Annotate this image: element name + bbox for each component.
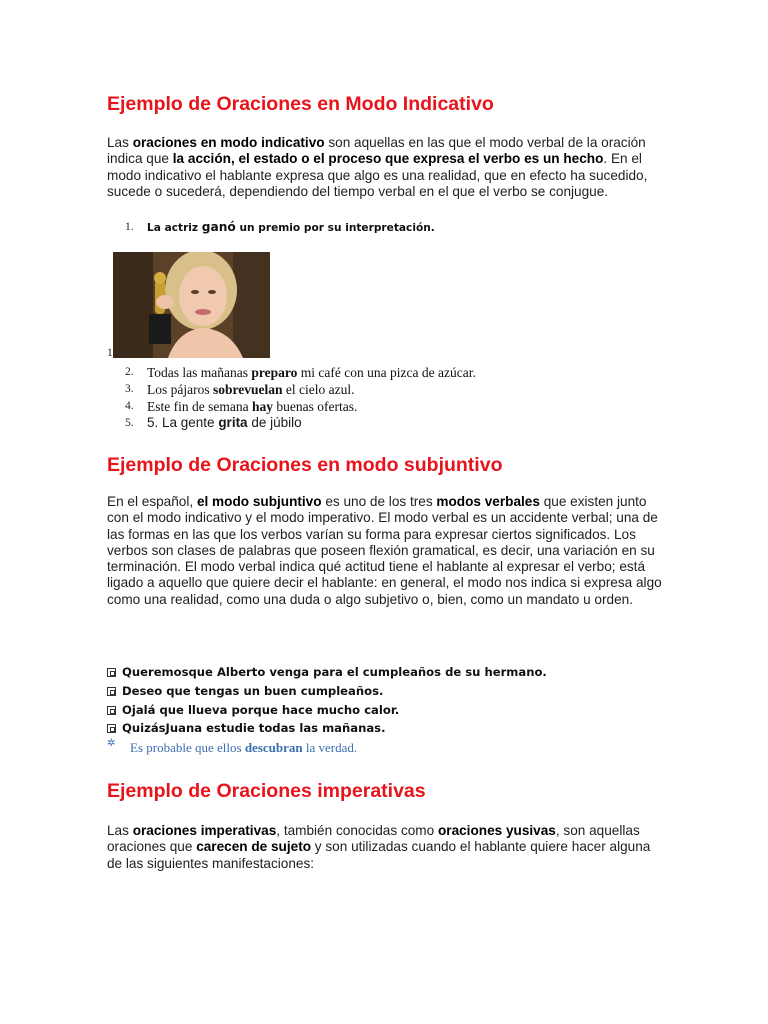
document-page: Ejemplo de Oraciones en Modo Indicativo Las oraciones en modo indicativo son aquellas en las que el modo verbal de la oración indica que la acción, el estado o el proceso que expresa el verbo es un hecho. En el modo indicativo el hablante expresa que algo es una realidad, que en efecto ha sucedido, sucede o sucederá, dependiendo del tiempo verbal en el que el verbo se conjugue. 1. La actriz ganó un premio por su interpretación. 1. 2. Todas las mañanas preparo mi café con una pizca de azúcar. 3. Los pájaros sobrevuelan el cielo azul. 4. Este fin de semana hay buenas ofertas. 5. 5. La gente grita de júbilo Ejemplo de Oraciones en modo subjuntivo En el español, el modo subjuntivo es uno de los tres modos verbales que existen junto con el modo indicativo y el modo imperativo. El modo verbal es un accidente verbal; una de las formas en las que los verbos varían su forma para expresar ciertos significados. Los verbos son clases de palabras que poseen flexión gramatical, es decir, una variación en su terminación. El modo verbal indica qué actitud tiene el hablante al expresar el verbo; está ligado a aquello que quiere decir el hablante: en general, el modo nos indica si expresa algo como una realidad, como una duda o algo subjetivo o, bien, como un mandato u orden. Queremosque Alberto venga para el cumpleaños de su hermano. Deseo que tengas un buen cumpleaños. Ojalá que llueva porque hace mucho calor. QuizásJuana estudie todas las mañanas. ✲ Es probable que ellos descubran la verdad. Ejemplo de Oraciones imperativas Las oraciones imperativas, también conocidas como oraciones yusivas, son aquellas oraciones que carecen de sujeto y son utilizadas cuando el hablante quiere hacer alguna de las siguientes manifestaciones: <box>0 0 768 1024</box>
heading-modo-indicativo: Ejemplo de Oraciones en Modo Indicativo <box>107 93 494 115</box>
checkbox-bullet-icon <box>107 724 116 733</box>
paragraph-subjuntivo: En el español, el modo subjuntivo es uno de los tres modos verbales que existen junto con el modo indicativo y el modo imperativo. El modo verbal es un accidente verbal; una de las formas en las que los verbos varían su forma para expresar ciertos significados. Los verbos son clases de palabras que poseen flexión gramatical, es decir, una variación en su terminación. El modo verbal indica qué actitud tiene el hablante al expresar el verbo; está ligado a aquello que quiere decir el hablante: en general, el modo nos indica si expresa algo como una realidad, como una duda o algo subjetivo o, bien, como un mandato u orden. <box>107 494 662 607</box>
actress-photo-image <box>113 252 270 358</box>
actress-photo <box>113 252 270 358</box>
checkbox-bullet-icon <box>107 687 116 696</box>
paragraph-indicativo: Las oraciones en modo indicativo son aquellas en las que el modo verbal de la oración indica que la acción, el estado o el proceso que expresa el verbo es un hecho. En el modo indicativo el hablante expresa que algo es una realidad, que en efecto ha sucedido, sucede o sucederá, dependiendo del tiempo verbal en el que el verbo se conjugue. <box>107 135 648 199</box>
star-bullet-icon: ✲ <box>107 738 116 749</box>
heading-modo-subjuntivo: Ejemplo de Oraciones en modo subjuntivo <box>107 454 503 476</box>
heading-imperativas: Ejemplo de Oraciones imperativas <box>107 780 426 802</box>
checkbox-bullet-icon <box>107 706 116 715</box>
paragraph-imperativas: Las oraciones imperativas, también conocidas como oraciones yusivas, son aquellas oraciones que carecen de sujeto y son utilizadas cuando el hablante quiere hacer alguna de las siguientes manifestaciones: <box>107 823 651 871</box>
list-number: 1. <box>107 347 116 359</box>
checkbox-bullet-icon <box>107 668 116 677</box>
